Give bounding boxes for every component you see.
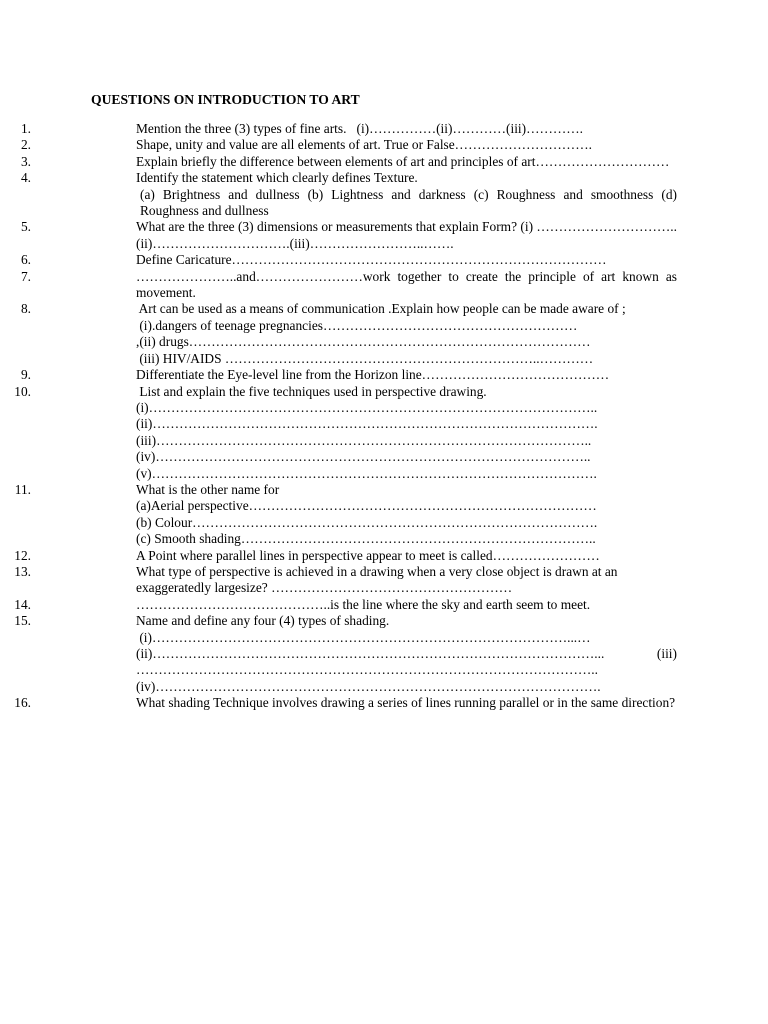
- question-number: 14.: [14, 596, 31, 612]
- question-number: 7.: [20, 268, 31, 284]
- question-number: 8.: [20, 301, 31, 317]
- question-number: 11.: [14, 481, 31, 497]
- question-item: [0, 597, 677, 613]
- question-text: …………………..and……………………work together to create the principle of art known as movement.: [136, 268, 677, 301]
- question-item: [0, 301, 677, 367]
- answer-line: (iii) HIV/AIDS ……………………………………………………………..…………: [136, 350, 594, 366]
- question-text: What are the three (3) dimensions or measurements that explain Form? (i) …………………………..(ii)………………………….(iii)……………………..…….: [136, 219, 677, 251]
- answer-options: (a) Brightness and dullness (b) Lightness and darkness (c) Roughness and smoothness (d) Roughness and dullness: [140, 186, 677, 219]
- question-text: What shading Technique involves drawing a series of lines running parallel or in the same direction?: [136, 695, 676, 711]
- question-list: [0, 121, 768, 712]
- question-text: Define Caricature…………………………………………………………………………: [136, 252, 607, 268]
- question-text: What is the other name for: [136, 481, 280, 497]
- answer-line: (iii)……………………………………………………………………………………..: [136, 432, 592, 448]
- question-text: Mention the three (3) types of fine arts. (i)……………(ii)…………(iii)………….: [136, 121, 584, 136]
- question-item: [0, 170, 677, 219]
- question-item: [0, 482, 677, 548]
- question-number: 3.: [20, 153, 31, 169]
- question-item: [0, 367, 677, 383]
- question-number: 4.: [20, 170, 31, 186]
- answer-line: (v)……………………………………………………………………………………….: [136, 465, 597, 481]
- question-text: What type of perspective is achieved in a drawing when a very close object is drawn at an: [136, 563, 618, 579]
- question-text: Identify the statement which clearly defines Texture.: [136, 170, 418, 186]
- question-item: [0, 219, 677, 252]
- question-text: Art can be used as a means of communication .Explain how people can be made aware of ;: [136, 301, 626, 317]
- answer-line: …………………………………………………………………………………………..: [136, 662, 598, 678]
- answer-line: ,(ii) drugs………………………………………………………………………………: [136, 334, 591, 350]
- question-item: [0, 548, 677, 564]
- question-number: 2.: [20, 137, 31, 153]
- answer-line: (ii)……………………………………………………………………………………….: [136, 416, 598, 432]
- question-text: Name and define any four (4) types of shading.: [136, 613, 390, 629]
- answer-line: (b) Colour……………………………………………………………………………….: [136, 514, 598, 530]
- answer-line: exaggeratedly largesize? ………………………………………………: [136, 580, 513, 596]
- answer-line: (ii)………………………………………………………………………………………...: [136, 646, 605, 661]
- answer-line-row: [136, 646, 677, 662]
- question-number: 10.: [14, 383, 31, 399]
- question-text: Differentiate the Eye-level line from the Horizon line……………………………………: [136, 367, 610, 383]
- answer-line: (i)………………………………………………………………………………………..: [136, 399, 598, 415]
- worksheet-title: QUESTIONS ON INTRODUCTION TO ART: [91, 92, 360, 107]
- question-text: List and explain the five techniques used in perspective drawing.: [136, 383, 487, 399]
- question-item: [0, 613, 677, 695]
- question-number: 1.: [20, 121, 31, 136]
- question-text: ……………………………………..is the line where the sky and earth seem to meet.: [136, 596, 591, 612]
- question-text: A Point where parallel lines in perspective appear to meet is called……………………: [136, 547, 600, 563]
- question-number: 13.: [14, 563, 31, 579]
- question-item: [0, 269, 677, 302]
- answer-line: (iv)……………………………………………………………………………………….: [136, 678, 601, 694]
- question-item: [0, 564, 677, 597]
- question-number: 5.: [20, 219, 31, 235]
- answer-line: (c) Smooth shading……………………………………………………………………..: [136, 531, 596, 547]
- question-item: [0, 695, 677, 711]
- question-item: [0, 121, 677, 137]
- question-number: 6.: [20, 252, 31, 268]
- answer-line: (iv)……………………………………………………………………………………..: [136, 449, 591, 465]
- question-item: [0, 154, 677, 170]
- answer-line: (i).dangers of teenage pregnancies…………………………………………………: [136, 317, 578, 333]
- question-number: 12.: [14, 547, 31, 563]
- question-item: [0, 137, 677, 153]
- question-text: Shape, unity and value are all elements of art. True or False………………………….: [136, 137, 592, 153]
- question-text: Explain briefly the difference between elements of art and principles of art…………………………: [136, 153, 670, 169]
- question-number: 9.: [20, 367, 31, 383]
- answer-line: (a)Aerial perspective……………………………………………………………………: [136, 498, 597, 514]
- question-item: [0, 384, 677, 482]
- question-item: [0, 252, 677, 268]
- question-number: 15.: [14, 613, 31, 629]
- question-number: 16.: [14, 695, 31, 711]
- answer-label: (iii): [656, 646, 677, 661]
- answer-line: (i)…………………………………………………………………………………...…: [136, 629, 591, 645]
